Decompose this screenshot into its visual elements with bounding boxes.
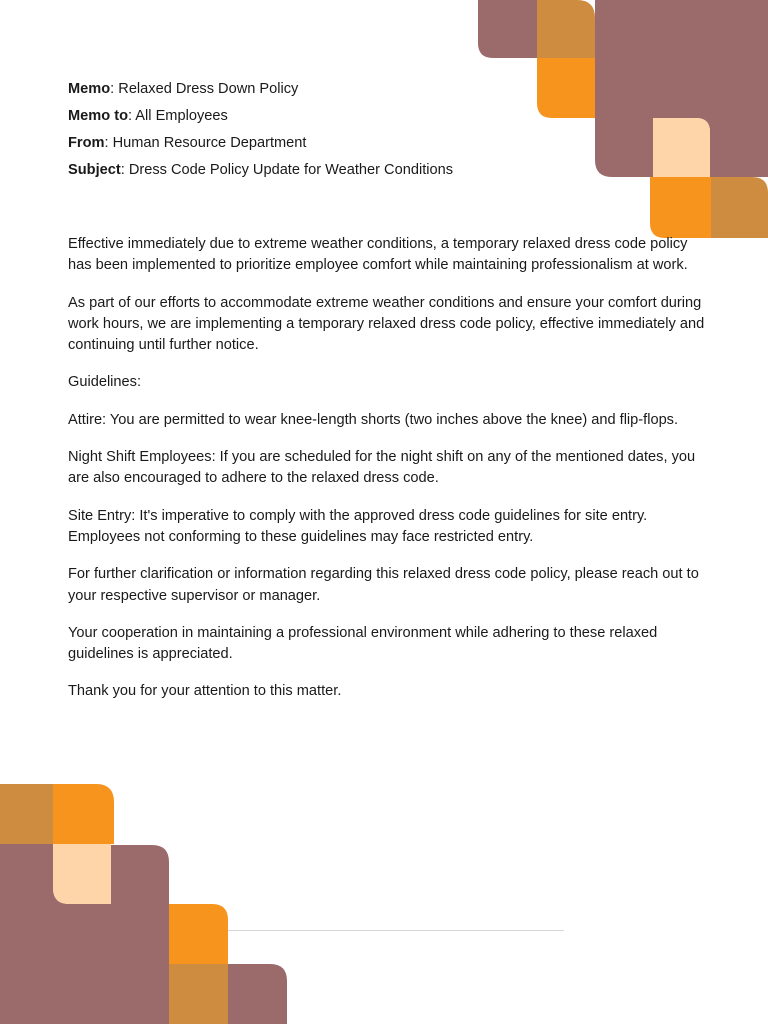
memo-to-label: Memo to [68,108,128,124]
from-label: From [68,135,105,151]
closing-paragraph: Thank you for your attention to this matter. [68,683,342,700]
subject-line [68,157,453,184]
from-value: : Human Resource Department [104,135,307,151]
subject-value: : Dress Code Policy Update for Weather Conditions [120,162,454,178]
memo-line [68,76,453,103]
attire-guideline: Attire: You are permitted to wear knee-length shorts (two inches above the knee) and flip-flops. [68,411,679,428]
guidelines-heading: Guidelines: [68,374,142,391]
intro-paragraph: Effective immediately due to extreme weather conditions, a temporary relaxed dress code policy has been implemented to prioritize employee comfort while maintaining professionalism at work. [68,236,688,274]
memo-value: : Relaxed Dress Down Policy [110,81,299,97]
memo-to-value: : All Employees [128,108,228,124]
night-shift-guideline: Night Shift Employees: If you are scheduled for the night shift on any of the mentioned dates, you are also encouraged to adhere to the relaxed dress code. [68,449,696,487]
memo-body [68,234,708,719]
clarification-paragraph: For further clarification or information regarding this relaxed dress code policy, please reach out to your respective supervisor or manager. [68,566,699,604]
memo-header [68,76,453,184]
site-entry-guideline: Site Entry: It's imperative to comply with the approved dress code guidelines for site entry. Employees not conforming to these guidelines may face restricted entry. [68,507,648,545]
bottom-left-decoration [0,780,300,1024]
subject-label: Subject [68,162,121,178]
cooperation-paragraph: Your cooperation in maintaining a professional environment while adhering to these relaxed guidelines is appreciated. [68,624,658,663]
from-line [68,130,453,157]
efforts-paragraph: As part of our efforts to accommodate extreme weather conditions and ensure your comfort during work hours, we are implementing a temporary relaxed dress code policy, effective immediately and continuing until further notice. [68,294,705,354]
memo-label: Memo [68,81,111,97]
signature-line [228,930,564,931]
memo-to-line [68,103,453,130]
